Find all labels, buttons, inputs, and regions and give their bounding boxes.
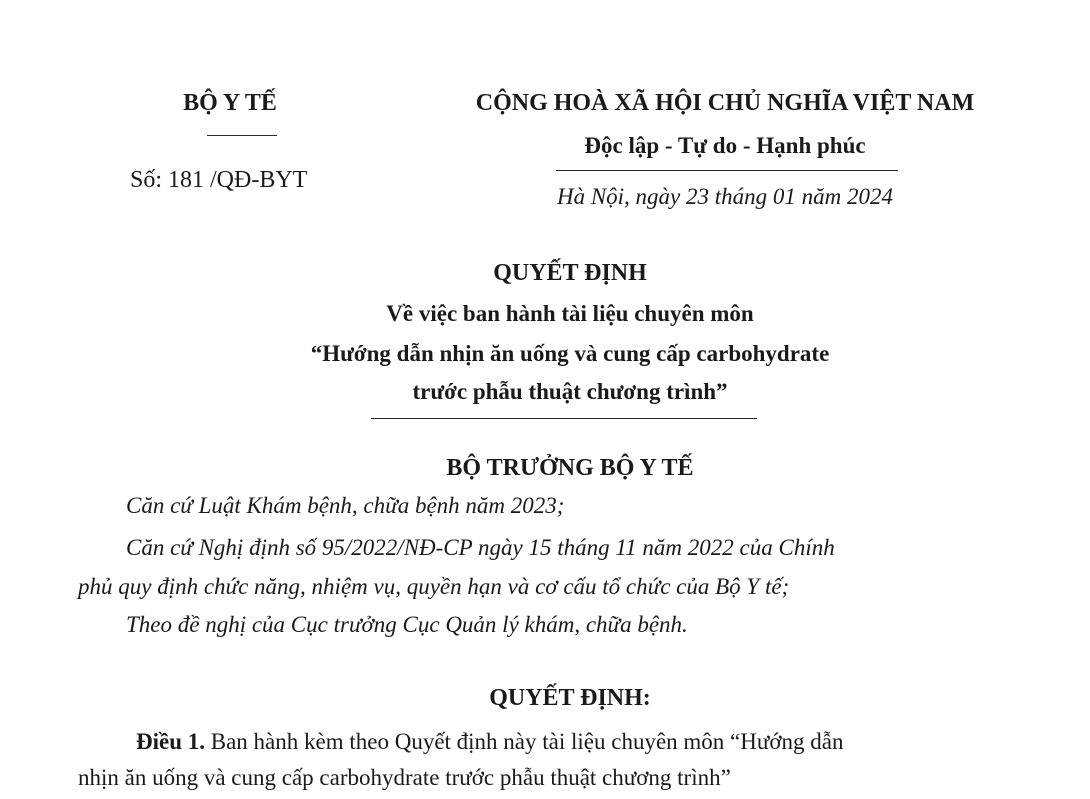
republic-name: CỘNG HOÀ XÃ HỘI CHỦ NGHĨA VIỆT NAM [475,90,975,116]
motto-underline [556,170,898,171]
article-1-label: Điều 1. [136,729,205,754]
ministry-underline [207,135,277,136]
subject-line-1: Về việc ban hành tài liệu chuyên môn [386,301,754,326]
title-underline [371,418,757,419]
ministry-name: BỘ Y TẾ [183,90,277,116]
legal-basis-1: Căn cứ Luật Khám bệnh, chữa bệnh năm 2023; [126,493,565,518]
decides-heading: QUYẾT ĐỊNH: [489,685,651,711]
legal-basis-2-line-1: Căn cứ Nghị định số 95/2022/NĐ-CP ngày 15 tháng 11 năm 2022 của Chính [126,535,835,560]
article-1-text: Ban hành kèm theo Quyết định này tài liệu chuyên môn “Hướng dẫn [205,729,844,754]
article-1-line-1 [136,729,843,755]
legal-basis-2-line-2: phủ quy định chức năng, nhiệm vụ, quyền hạn và cơ cấu tổ chức của Bộ Y tế; [78,574,790,599]
article-1-line-2: nhịn ăn uống và cung cấp carbohydrate trước phẫu thuật chương trình” [78,765,731,790]
decision-number: Số: 181 /QĐ-BYT [130,167,308,193]
place-and-date: Hà Nội, ngày 23 tháng 01 năm 2024 [556,184,894,209]
subject-line-2: “Hướng dẫn nhịn ăn uống và cung cấp carbohydrate [310,341,830,366]
document-title: QUYẾT ĐỊNH [493,260,647,286]
subject-line-3: trước phẫu thuật chương trình” [412,379,728,404]
national-motto: Độc lập - Tự do - Hạnh phúc [584,133,866,158]
issuer-heading: BỘ TRƯỞNG BỘ Y TẾ [446,455,694,481]
legal-basis-3: Theo đề nghị của Cục trưởng Cục Quản lý khám, chữa bệnh. [126,612,688,637]
